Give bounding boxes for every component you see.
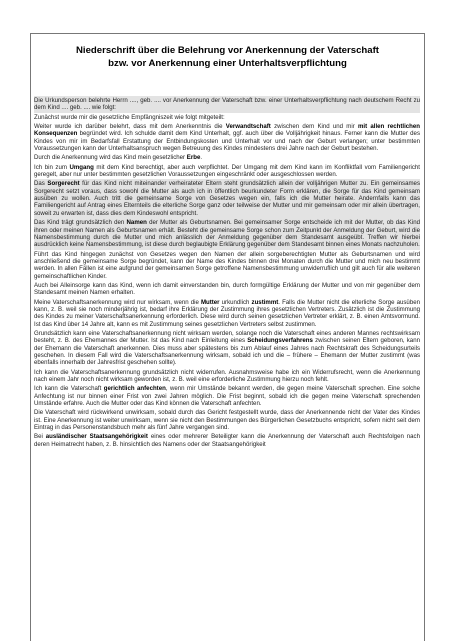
text-segment: zwischen dem Kind und mir xyxy=(270,123,358,131)
paragraph xyxy=(34,329,420,368)
document-body xyxy=(34,96,420,449)
text-segment: zwischen seinen Eltern geboren, kann der Ehemann die Vaterschaft anerkennen. Dies muss aber spätestens bis zum Ablauf eines Jahres nach Rechtskraft des Scheidungsurteils geschehen. In diesem Fall wird die Vaterschaftsanerkennung wirksam, sobald ich und die – frühere – Ehemann der Mutter zustimmt (was ebenfalls innerhalb der Jahresfrist geschehen sollte). xyxy=(34,337,420,367)
text-segment: mit dem Kind berechtigt, aber auch verpflichtet. Der Umgang mit dem Kind kann im Konfliktfall vom Familiengericht geregelt, aber nur unter bestimmten gesetzlichen Voraussetzungen eingeschränkt oder ausgeschlossen werden. xyxy=(34,163,420,179)
text-segment: Die Urkundsperson belehrte Herrn ...., geb. .... vor Anerkennung der Vaterschaft bzw. einer Unterhaltsverpflichtung nach deutschem Recht zu dem Kind .... geb. .... wie folgt: xyxy=(34,97,420,112)
bold-text: mit allen rechtlichen Konsequenzen xyxy=(34,123,420,138)
paragraph xyxy=(34,408,420,432)
paragraph xyxy=(34,384,420,408)
document-title xyxy=(31,44,424,70)
text-segment: Ich kann die Vaterschaftsanerkennung grundsätzlich nicht widerrufen. Ausnahmsweise habe ich ein Widerrufsrecht, wenn die Anerkennung nach einem Jahr noch nicht wirksam geworden ist, z. B. weil eine erforderliche Zustimmung hierzu noch fehlt. xyxy=(34,368,420,384)
bold-text: gerichtlich anfechten xyxy=(103,385,166,393)
bold-text: Mutter xyxy=(200,298,220,306)
paragraph xyxy=(34,179,420,218)
paragraph xyxy=(34,163,420,180)
text-segment: Meine Vaterschaftsanerkennung wird nur wirksam, wenn die xyxy=(34,298,201,306)
text-segment: für das Kind nicht miteinander verheirateter Eltern steht grundsätzlich allein der volljährigen Mutter zu. Ein gemeinsames Sorgerecht setzt voraus, dass sowohl die Mutter als auch ich in öffentlich beurkundeter Form erklären, die Sorge für das Kind gemeinsam ausüben zu wollen. Auch tritt die gemeinsame Sorge von Gesetzes wegen ein, falls ich die Mutter heirate. Andernfalls kann das Familiengericht auf Antrag eines Elternteils die elterliche Sorge ganz oder teilweise der Mutter und mir gemeinsam oder mir allein übertragen, soweit zu erwarten ist, dass dies dem Kindeswohl entspricht. xyxy=(34,180,420,217)
text-segment: . xyxy=(200,154,203,162)
bold-text: Scheidungsverfahrens xyxy=(247,337,313,345)
text-segment: Bei xyxy=(34,433,46,441)
document-page xyxy=(30,33,425,641)
text-segment: Das Kind trägt grundsätzlich den xyxy=(34,219,127,227)
text-segment: . Falls die Mutter nicht die elterliche Sorge ausüben kann, z. B. weil sie noch minderjährig ist, bedarf ihre Erklärung der Zustimmung ihres gesetzlichen Vertreters. Zusätzlich ist die Zustimmung des Kindes zu meiner Vaterschaftsanerkennung erforderlich. Diese wird durch seinen gesetzlichen Vertreter erklärt, z. B. einen Amtsvormund. Ist das Kind über 14 Jahre alt, kann es mit Zustimmung seines gesetzlichen Vertreters selbst zustimmen. xyxy=(34,298,420,328)
text-segment: Das xyxy=(34,180,48,188)
paragraph xyxy=(34,368,420,385)
text-segment: Führt das Kind hingegen zunächst von Gesetzes wegen den Namen der allein sorgeberechtigten Mutter als Geburtsnamen und wird anschließend die gemeinsame Sorge begründet, kann der Name des Kindes binnen drei Monaten durch die Mutter und mich neu bestimmt werden. In allen Fällen ist eine aufgrund der gemeinsamen Sorge getroffene Namensbestimmung unwiderruflich und gilt auch für alle weiteren gemeinschaftlichen Kinder. xyxy=(34,250,420,280)
text-segment: Weiter wurde ich darüber belehrt, dass mit dem Anerkenntnis die xyxy=(34,123,226,131)
text-segment: Zunächst wurde mir die gesetzliche Empfängniszeit wie folgt mitgeteilt: xyxy=(34,113,225,121)
text-segment: Ich bin zum xyxy=(34,163,70,171)
text-segment: der Mutter als Geburtsnamen. Bei gemeinsamer Sorge entscheide ich mit der Mutter, ob das Kind ihren oder meinen Namen als Geburtsnamen erhält. Besteht die gemeinsame Sorge schon zum Zeitpunkt der Anmeldung der Geburt, wird die Namensbestimmung durch die Mutter und mich anlässlich der Anmeldung gegenüber dem Standesamt ausgeübt. Treffen wir hierbei ausdrücklich keine Namensbestimmung, ist diese durch beglaubigte Erklärung gegenüber dem Standesamt binnen eines Monats nachzuholen. xyxy=(34,219,421,249)
paragraph xyxy=(34,113,420,122)
paragraph xyxy=(34,298,420,329)
text-segment: urkundlich xyxy=(219,298,252,306)
title-line-2: bzw. vor Anerkennung einer Unterhaltsverpflichtung xyxy=(108,58,347,69)
paragraph xyxy=(34,218,420,249)
bold-text: Namen xyxy=(126,219,147,227)
bold-text: zustimmt xyxy=(251,298,279,306)
text-segment: begründet wird. Ich schulde damit dem Kind Unterhalt, ggf. auch über die Volljährigkeit hinaus. Ferner kann die Mutter des Kindes von mir im Bedarfsfall Erstattung der Entbindungskosten und Unterhalt vor und nach der Geburt verlangen; unter bestimmten Voraussetzungen kann der Unterhaltsanspruch wegen Betreuung des Kindes mindestens drei Jahre nach der Geburt bestehen. xyxy=(34,130,420,153)
text-segment: Ich kann die Vaterschaft xyxy=(34,385,104,393)
paragraph xyxy=(34,122,420,153)
paragraph xyxy=(34,432,420,449)
text-segment: , wenn mir Umstände bekannt werden, die gegen meine Vaterschaft sprechen. Eine solche Anfechtung ist nur binnen einer Frist von zwei Jahren möglich. Die Frist beginnt, sobald ich die gegen meine Vaterschaft sprechenden Umstände erfahre. Auch die Mutter oder das Kind können die Vaterschaft anfechten. xyxy=(34,385,420,408)
bold-text: Umgang xyxy=(69,163,94,171)
text-segment: Auch bei Alleinsorge kann das Kind, wenn ich damit einverstanden bin, durch formgültige Erklärung der Mutter und von mir gegenüber dem Standesamt meinen Namen erhalten. xyxy=(34,281,420,297)
paragraph xyxy=(34,281,420,298)
paragraph xyxy=(34,96,420,113)
paragraph xyxy=(34,153,420,162)
text-segment: Die Vaterschaft wird rückwirkend unwirksam, sobald durch das Gericht festgestellt wurde, dass der Anerkennende nicht der Vater des Kindes ist. Eine Anerkennung ist weiter unwirksam, wenn sie nicht den Bestimmungen des Bürgerlichen Gesetzbuchs entspricht, sofern nicht seit dem Eintrag in das Personenstandsbuch mehr als fünf Jahre vergangen sind. xyxy=(34,409,420,432)
text-segment: Durch die Anerkennung wird das Kind mein gesetzlicher xyxy=(34,154,187,162)
text-segment: eines oder mehrerer Beteiligter kann die Anerkennung der Vaterschaft auch Rechtsfolgen nach deren Heimatrecht haben, z. B. hinsichtlich des Namens oder der Staatsangehörigkeit xyxy=(34,433,420,448)
bold-text: ausländischer Staatsangehörigkeit xyxy=(45,433,148,441)
bold-text: Verwandtschaft xyxy=(225,123,271,131)
paragraph xyxy=(34,250,420,281)
title-line-1: Niederschrift über die Belehrung vor Anerkennung der Vaterschaft xyxy=(76,45,379,56)
bold-text: Sorgerecht xyxy=(47,180,80,188)
bold-text: Erbe xyxy=(186,154,201,162)
text-segment: Grundsätzlich kann eine Vaterschaftsanerkennung nicht wirksam werden, solange noch die Vaterschaft eines anderen Mannes rechtswirksam besteht, z. B. des Ehemannes der Mutter. Ist das Kind nach Einleitung eines xyxy=(34,329,420,345)
